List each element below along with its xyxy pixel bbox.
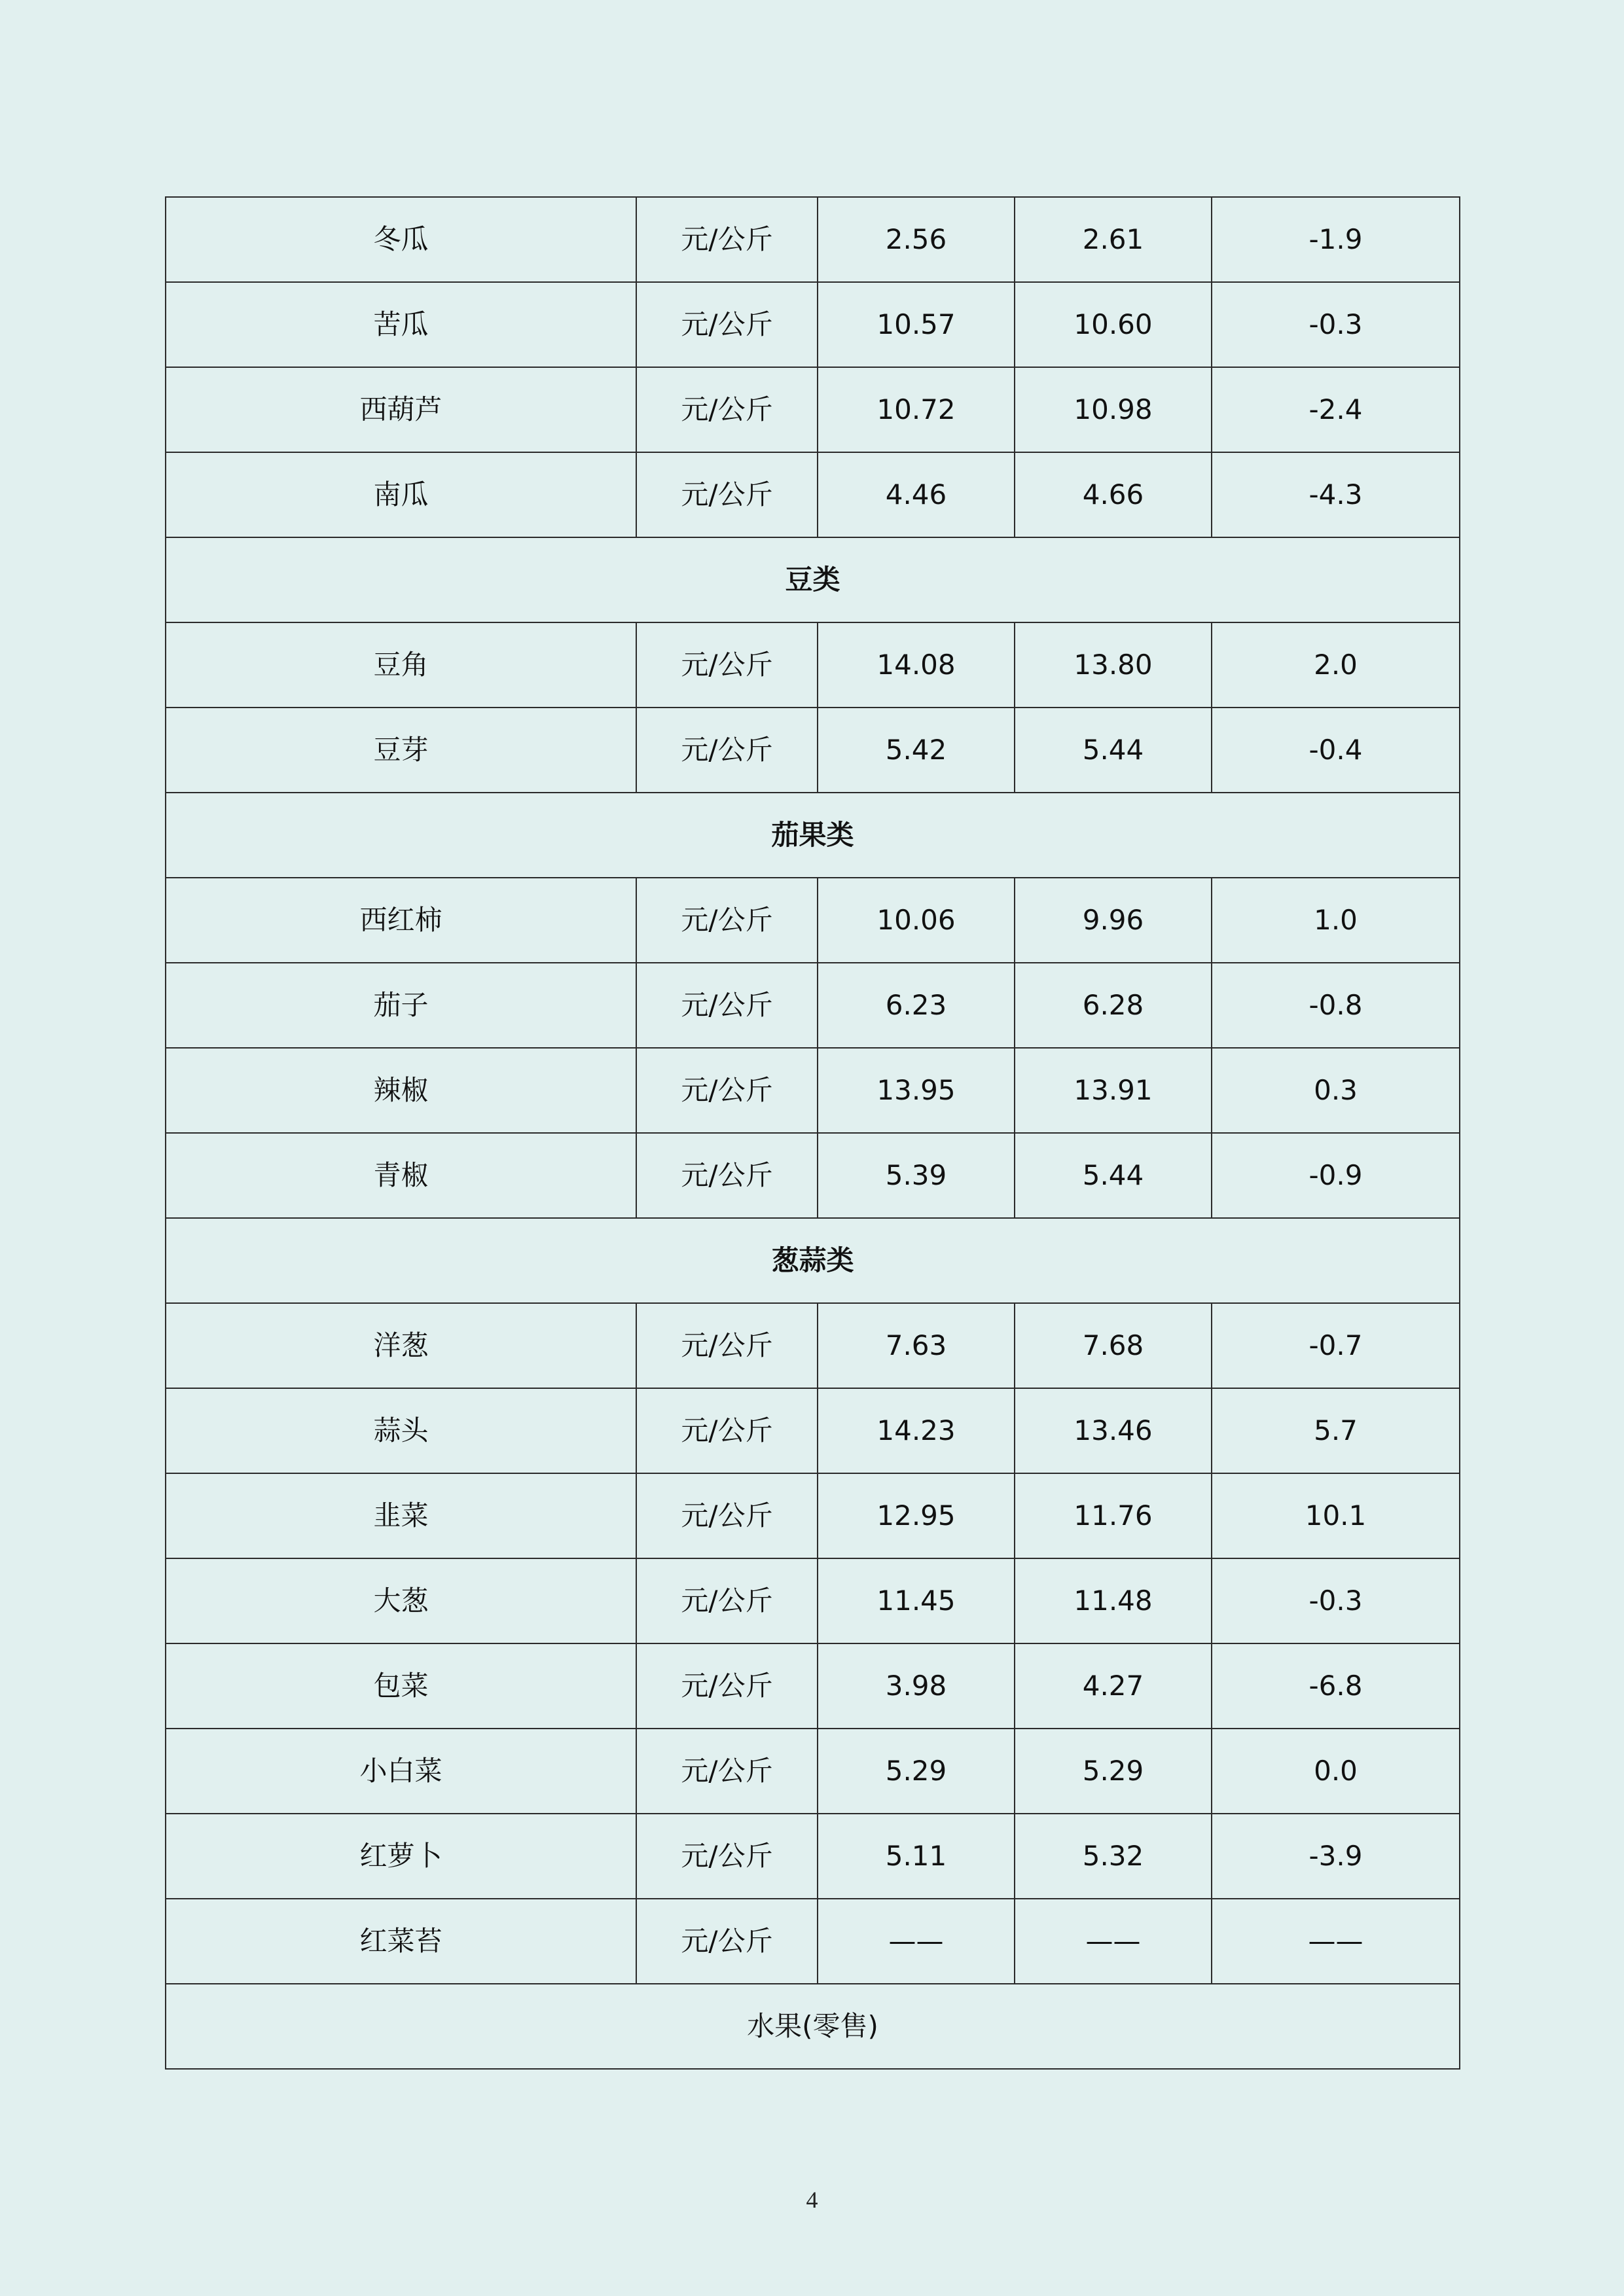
table-row	[166, 282, 1460, 367]
previous-price-cell: 10.60	[1015, 282, 1212, 367]
item-name-cell: 西葫芦	[166, 367, 636, 452]
category-row	[166, 1218, 1460, 1303]
table-row	[166, 878, 1460, 963]
item-name-cell: 豆角	[166, 622, 636, 708]
previous-price-cell: 13.91	[1015, 1048, 1212, 1133]
table-row	[166, 1303, 1460, 1388]
unit-cell: 元/公斤	[636, 1643, 818, 1729]
change-percent-cell: -0.8	[1212, 963, 1460, 1048]
change-percent-cell: -0.3	[1212, 1558, 1460, 1643]
previous-price-cell: 4.66	[1015, 452, 1212, 537]
table-row	[166, 1133, 1460, 1218]
change-percent-cell: 10.1	[1212, 1473, 1460, 1558]
table-row	[166, 1899, 1460, 1984]
current-price-cell: 10.72	[818, 367, 1015, 452]
table-row	[166, 1473, 1460, 1558]
change-percent-cell: -6.8	[1212, 1643, 1460, 1729]
current-price-cell: 5.29	[818, 1729, 1015, 1814]
table-row	[166, 708, 1460, 793]
table-row	[166, 1643, 1460, 1729]
category-label: 豆类	[166, 537, 1460, 622]
unit-cell: 元/公斤	[636, 197, 818, 282]
category-label: 水果(零售)	[166, 1984, 1460, 2069]
category-label: 茄果类	[166, 793, 1460, 878]
item-name-cell: 红萝卜	[166, 1814, 636, 1899]
page-number: 4	[806, 2187, 818, 2213]
item-name-cell: 青椒	[166, 1133, 636, 1218]
previous-price-cell: 13.46	[1015, 1388, 1212, 1473]
item-name-cell: 韭菜	[166, 1473, 636, 1558]
change-percent-cell: 5.7	[1212, 1388, 1460, 1473]
change-percent-cell: -2.4	[1212, 367, 1460, 452]
table-row	[166, 622, 1460, 708]
previous-price-cell: 5.32	[1015, 1814, 1212, 1899]
previous-price-cell: 11.48	[1015, 1558, 1212, 1643]
table-row	[166, 197, 1460, 282]
change-percent-cell: ——	[1212, 1899, 1460, 1984]
item-name-cell: 包菜	[166, 1643, 636, 1729]
table-row	[166, 963, 1460, 1048]
item-name-cell: 大葱	[166, 1558, 636, 1643]
previous-price-cell: 5.44	[1015, 1133, 1212, 1218]
current-price-cell: 10.06	[818, 878, 1015, 963]
item-name-cell: 西红柿	[166, 878, 636, 963]
change-percent-cell: -0.9	[1212, 1133, 1460, 1218]
previous-price-cell: 5.44	[1015, 708, 1212, 793]
category-label: 葱蒜类	[166, 1218, 1460, 1303]
previous-price-cell: 11.76	[1015, 1473, 1212, 1558]
table-row	[166, 1814, 1460, 1899]
unit-cell: 元/公斤	[636, 1388, 818, 1473]
current-price-cell: 4.46	[818, 452, 1015, 537]
change-percent-cell: -0.3	[1212, 282, 1460, 367]
unit-cell: 元/公斤	[636, 1814, 818, 1899]
item-name-cell: 豆芽	[166, 708, 636, 793]
table-body	[166, 197, 1460, 2069]
item-name-cell: 小白菜	[166, 1729, 636, 1814]
current-price-cell: 5.11	[818, 1814, 1015, 1899]
change-percent-cell: -3.9	[1212, 1814, 1460, 1899]
unit-cell: 元/公斤	[636, 708, 818, 793]
item-name-cell: 茄子	[166, 963, 636, 1048]
change-percent-cell: -4.3	[1212, 452, 1460, 537]
category-row	[166, 537, 1460, 622]
item-name-cell: 红菜苔	[166, 1899, 636, 1984]
unit-cell: 元/公斤	[636, 452, 818, 537]
unit-cell: 元/公斤	[636, 1303, 818, 1388]
previous-price-cell: 10.98	[1015, 367, 1212, 452]
unit-cell: 元/公斤	[636, 878, 818, 963]
change-percent-cell: 2.0	[1212, 622, 1460, 708]
current-price-cell: 12.95	[818, 1473, 1015, 1558]
change-percent-cell: 0.3	[1212, 1048, 1460, 1133]
previous-price-cell: 5.29	[1015, 1729, 1212, 1814]
unit-cell: 元/公斤	[636, 1729, 818, 1814]
table-row	[166, 1388, 1460, 1473]
item-name-cell: 蒜头	[166, 1388, 636, 1473]
unit-cell: 元/公斤	[636, 1899, 818, 1984]
change-percent-cell: -0.7	[1212, 1303, 1460, 1388]
current-price-cell: 2.56	[818, 197, 1015, 282]
table-row	[166, 1048, 1460, 1133]
category-row	[166, 1984, 1460, 2069]
current-price-cell: 7.63	[818, 1303, 1015, 1388]
table-row	[166, 1558, 1460, 1643]
unit-cell: 元/公斤	[636, 1558, 818, 1643]
current-price-cell: 14.08	[818, 622, 1015, 708]
table-row	[166, 1729, 1460, 1814]
change-percent-cell: -1.9	[1212, 197, 1460, 282]
item-name-cell: 南瓜	[166, 452, 636, 537]
item-name-cell: 冬瓜	[166, 197, 636, 282]
item-name-cell: 洋葱	[166, 1303, 636, 1388]
category-row	[166, 793, 1460, 878]
previous-price-cell: ——	[1015, 1899, 1212, 1984]
table-row	[166, 367, 1460, 452]
unit-cell: 元/公斤	[636, 1133, 818, 1218]
unit-cell: 元/公斤	[636, 963, 818, 1048]
previous-price-cell: 13.80	[1015, 622, 1212, 708]
unit-cell: 元/公斤	[636, 1048, 818, 1133]
current-price-cell: 3.98	[818, 1643, 1015, 1729]
item-name-cell: 苦瓜	[166, 282, 636, 367]
previous-price-cell: 9.96	[1015, 878, 1212, 963]
previous-price-cell: 7.68	[1015, 1303, 1212, 1388]
current-price-cell: 11.45	[818, 1558, 1015, 1643]
change-percent-cell: 0.0	[1212, 1729, 1460, 1814]
current-price-cell: 14.23	[818, 1388, 1015, 1473]
previous-price-cell: 4.27	[1015, 1643, 1212, 1729]
item-name-cell: 辣椒	[166, 1048, 636, 1133]
current-price-cell: ——	[818, 1899, 1015, 1984]
current-price-cell: 10.57	[818, 282, 1015, 367]
change-percent-cell: -0.4	[1212, 708, 1460, 793]
unit-cell: 元/公斤	[636, 367, 818, 452]
current-price-cell: 13.95	[818, 1048, 1015, 1133]
table-row	[166, 452, 1460, 537]
price-table	[165, 196, 1460, 2070]
unit-cell: 元/公斤	[636, 282, 818, 367]
unit-cell: 元/公斤	[636, 1473, 818, 1558]
previous-price-cell: 2.61	[1015, 197, 1212, 282]
change-percent-cell: 1.0	[1212, 878, 1460, 963]
unit-cell: 元/公斤	[636, 622, 818, 708]
previous-price-cell: 6.28	[1015, 963, 1212, 1048]
current-price-cell: 6.23	[818, 963, 1015, 1048]
current-price-cell: 5.39	[818, 1133, 1015, 1218]
current-price-cell: 5.42	[818, 708, 1015, 793]
